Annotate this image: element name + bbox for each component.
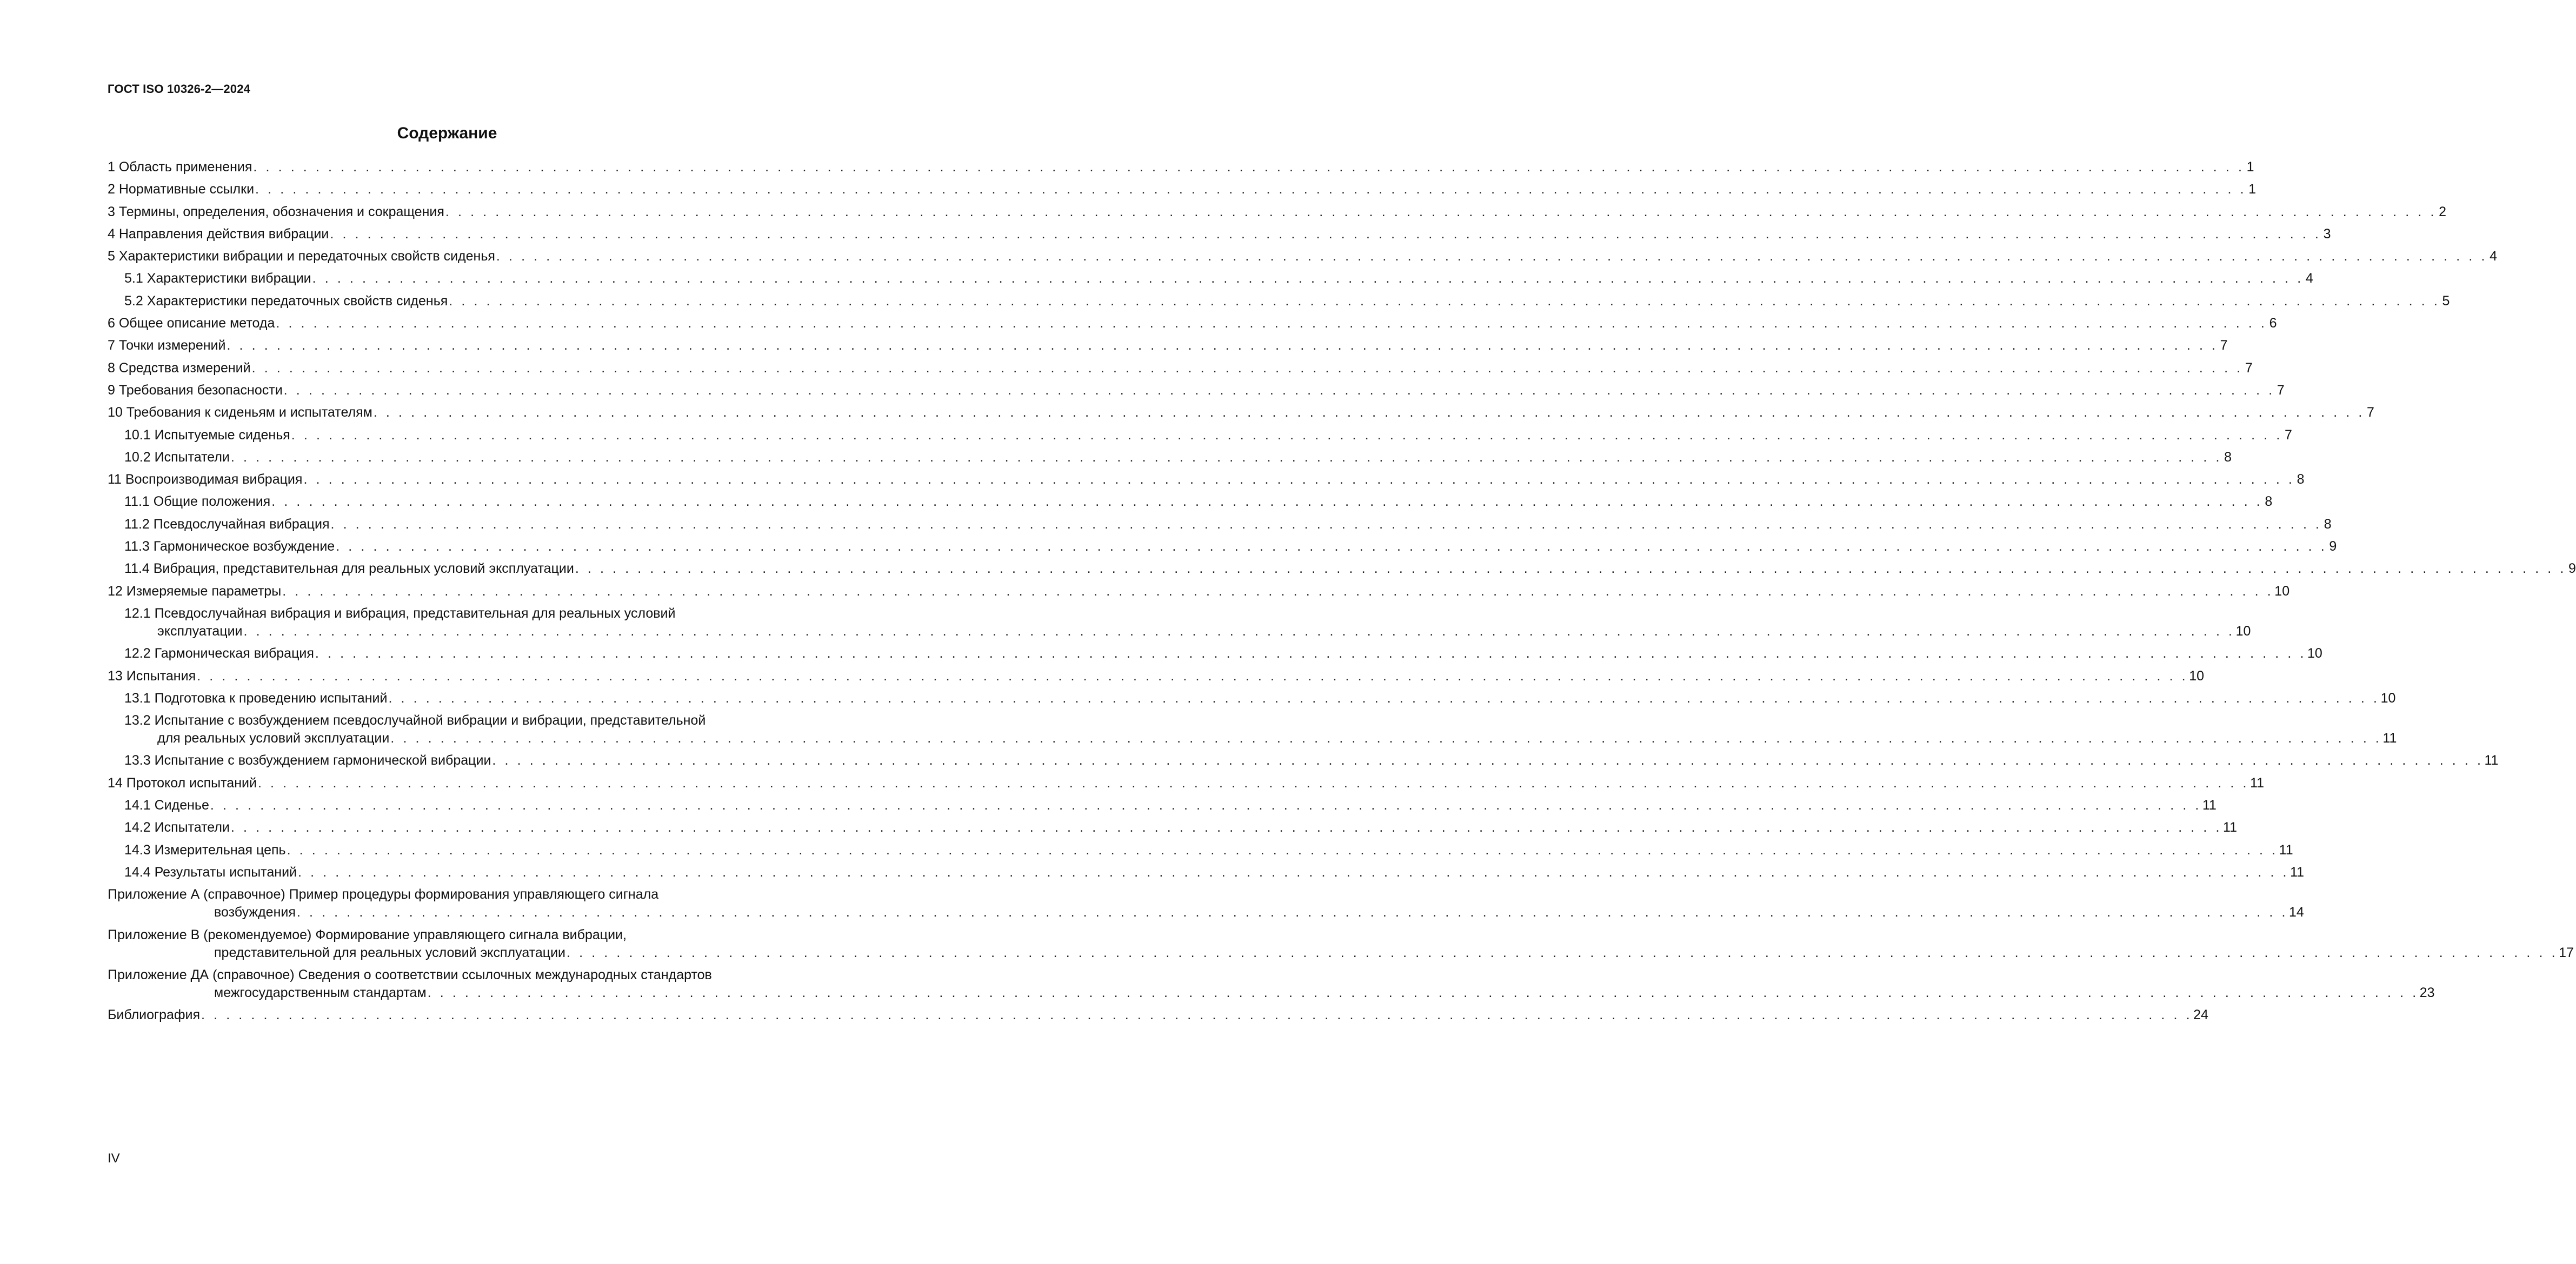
toc-entry-label: 14.2 Испытатели: [124, 820, 230, 835]
toc-entry-label: 10.1 Испытуемые сиденья: [124, 427, 290, 443]
toc-entry-label: 5 Характеристики вибрации и передаточных свойств сиденья: [108, 249, 495, 264]
toc-entry-label: 8 Средства измерений: [108, 360, 251, 376]
toc-entry-label: 11 Воспроизводимая вибрация: [108, 472, 303, 487]
dot-leader: . . . . . . . . . . . . . . . . . . . . . . . . . . . . . . . . . . . . . . . . . . . . . . . . . . . . . . . . . . . . . . . . . . . . . . . . . . . . . . . . . . . . . . . . . . . . . . . . . . . . . . . . . . . . . . . . . . . . . . . . . . . . . . . . . . . . . . . . . . . . . . . . . . . . . . . . . . . . . . . .: [210, 798, 2201, 813]
toc-entry-page-number: 9: [2568, 561, 2576, 577]
toc-entry-page-number: 8: [2324, 516, 2332, 532]
toc-entry-page-number: 7: [2220, 338, 2228, 353]
toc-entry-page-number: 3: [2323, 226, 2331, 242]
dot-leader: . . . . . . . . . . . . . . . . . . . . . . . . . . . . . . . . . . . . . . . . . . . . . . . . . . . . . . . . . . . . . . . . . . . . . . . . . . . . . . . . . . . . . . . . . . . . . . . . . . . . . . . . . . . . . . . . . . . . . . . . . . . . . . . . . . . . . . . . . . . . . . . . . . . . . . . . . . . . . . . .: [230, 449, 2222, 465]
dot-leader: . . . . . . . . . . . . . . . . . . . . . . . . . . . . . . . . . . . . . . . . . . . . . . . . . . . . . . . . . . . . . . . . . . . . . . . . . . . . . . . . . . . . . . . . . . . . . . . . . . . . . . . . . . . . . . . . . . . . . . . . . . . . . . . . . . . . . . . . . . . . . . . . . . . . . . . . . . . . . . . .: [575, 561, 2566, 577]
toc-entry-page-number: 23: [2419, 985, 2435, 1000]
toc-entry-page-number: 11: [2279, 842, 2293, 858]
toc-entry[interactable]: [108, 292, 2450, 310]
toc-entry-label: 2 Нормативные ссылки: [108, 182, 255, 197]
toc-entry-page-number: 7: [2245, 360, 2253, 376]
toc-title: Содержание: [397, 124, 497, 142]
toc-entry-label: 11.2 Псевдослучайная вибрация: [124, 516, 330, 532]
toc-entry-page-number: 9: [2329, 539, 2337, 554]
toc-entry-label: 6 Общее описание метода: [108, 316, 275, 331]
toc-entry-label: 13.1 Подготовка к проведению испытаний: [124, 690, 388, 706]
toc-entry-page-number: 7: [2367, 405, 2374, 420]
toc-entry[interactable]: [108, 538, 2337, 556]
toc-entry[interactable]: [108, 315, 2277, 332]
toc-entry-label: 12 Измеряемые параметры: [108, 583, 282, 599]
toc-entry-label: 5.1 Характеристики вибрации: [124, 271, 311, 286]
toc-entry-page-number: 8: [2265, 494, 2273, 510]
toc-entry[interactable]: [108, 359, 2253, 377]
toc-entry-page-number: 1: [2248, 182, 2257, 197]
toc-entry-label-first-line: 12.1 Псевдослучайная вибрация и вибрация, представительная для реальных условий: [124, 605, 676, 621]
toc-entry[interactable]: [108, 426, 2292, 444]
toc-entry-page-number: 4: [2490, 249, 2498, 264]
toc-entry[interactable]: [108, 886, 2304, 921]
toc-entry-label: межгосударственным стандартам: [214, 985, 427, 1000]
toc-entry[interactable]: [108, 337, 2228, 355]
dot-leader: . . . . . . . . . . . . . . . . . . . . . . . . . . . . . . . . . . . . . . . . . . . . . . . . . . . . . . . . . . . . . . . . . . . . . . . . . . . . . . . . . . . . . . . . . . . . . . . . . . . . . . . . . . . . . . . . . . . . . . . . . . . . . . . . . . . . . . . . . . . . . . . . . . . . . . . . . . . . . . . .: [336, 539, 2327, 554]
toc-entry-page-number: 2: [2439, 204, 2446, 219]
dot-leader: . . . . . . . . . . . . . . . . . . . . . . . . . . . . . . . . . . . . . . . . . . . . . . . . . . . . . . . . . . . . . . . . . . . . . . . . . . . . . . . . . . . . . . . . . . . . . . . . . . . . . . . . . . . . . . . . . . . . . . . . . . . . . . . . . . . . . . . . . . . . . . . . . . . . . . . . . . . . . . . .: [201, 1007, 2193, 1023]
toc-entry-page-number: 10: [2274, 583, 2290, 599]
toc-entry-label: Библиография: [108, 1007, 201, 1023]
dot-leader: . . . . . . . . . . . . . . . . . . . . . . . . . . . . . . . . . . . . . . . . . . . . . . . . . . . . . . . . . . . . . . . . . . . . . . . . . . . . . . . . . . . . . . . . . . . . . . . . . . . . . . . . . . . . . . . . . . . . . . . . . . . . . . . . . . . . . . . . . . . . . . . . . . . . . . . . . . . . . . . .: [197, 668, 2188, 684]
dot-leader: . . . . . . . . . . . . . . . . . . . . . . . . . . . . . . . . . . . . . . . . . . . . . . . . . . . . . . . . . . . . . . . . . . . . . . . . . . . . . . . . . . . . . . . . . . . . . . . . . . . . . . . . . . . . . . . . . . . . . . . . . . . . . . . . . . . . . . . . . . . . . . . . . . . . . . . . . . . . . . . .: [298, 864, 2289, 880]
toc-entry[interactable]: [108, 180, 2257, 198]
toc-entry-page-number: 4: [2305, 271, 2313, 286]
toc-entry-label: 14 Протокол испытаний: [108, 775, 257, 791]
toc-entry[interactable]: [108, 752, 2499, 770]
toc-entry[interactable]: [108, 248, 2498, 265]
toc-entry-page-number: 10: [2380, 690, 2396, 706]
toc-entry-page-number: 24: [2193, 1007, 2208, 1023]
toc-entry-page-number: 7: [2277, 382, 2285, 398]
toc-entry[interactable]: [108, 225, 2331, 243]
toc-entry[interactable]: [108, 404, 2374, 422]
toc-entry-page-number: 14: [2289, 905, 2304, 920]
toc-entry-label: 12.2 Гармоническая вибрация: [124, 646, 314, 661]
toc-entry-label: 10.2 Испытатели: [124, 449, 230, 465]
toc-entry-label-first-line: Приложение В (рекомендуемое) Формирование управляющего сигнала вибрации,: [108, 927, 627, 942]
toc-entry-label: 10 Требования к сиденьям и испытателям: [108, 405, 372, 420]
toc-entry[interactable]: [108, 926, 2574, 962]
dot-leader: . . . . . . . . . . . . . . . . . . . . . . . . . . . . . . . . . . . . . . . . . . . . . . . . . . . . . . . . . . . . . . . . . . . . . . . . . . . . . . . . . . . . . . . . . . . . . . . . . . . . . . . . . . . . . . . . . . . . . . . . . . . . . . . . . . . . . . . . . . . . . . . . . . . . . . . . . . . . . . . .: [373, 405, 2365, 420]
dot-leader: . . . . . . . . . . . . . . . . . . . . . . . . . . . . . . . . . . . . . . . . . . . . . . . . . . . . . . . . . . . . . . . . . . . . . . . . . . . . . . . . . . . . . . . . . . . . . . . . . . . . . . . . . . . . . . . . . . . . . . . . . . . . . . . . . . . . . . . . . . . . . . . . . . . . . . . . . . . . . . . .: [427, 985, 2419, 1000]
toc-entry-label: 11.4 Вибрация, представительная для реальных условий эксплуатации: [124, 561, 574, 577]
toc-entry[interactable]: [108, 270, 2313, 287]
dot-leader: . . . . . . . . . . . . . . . . . . . . . . . . . . . . . . . . . . . . . . . . . . . . . . . . . . . . . . . . . . . . . . . . . . . . . . . . . . . . . . . . . . . . . . . . . . . . . . . . . . . . . . . . . . . . . . . . . . . . . . . . . . . . . . . . . . . . . . . . . . . . . . . . . . . . . . . . . . . . . . . .: [291, 427, 2282, 443]
dot-leader: . . . . . . . . . . . . . . . . . . . . . . . . . . . . . . . . . . . . . . . . . . . . . . . . . . . . . . . . . . . . . . . . . . . . . . . . . . . . . . . . . . . . . . . . . . . . . . . . . . . . . . . . . . . . . . . . . . . . . . . . . . . . . . . . . . . . . . . . . . . . . . . . . . . . . . . . . . . . . . . .: [296, 905, 2288, 920]
dot-leader: . . . . . . . . . . . . . . . . . . . . . . . . . . . . . . . . . . . . . . . . . . . . . . . . . . . . . . . . . . . . . . . . . . . . . . . . . . . . . . . . . . . . . . . . . . . . . . . . . . . . . . . . . . . . . . . . . . . . . . . . . . . . . . . . . . . . . . . . . . . . . . . . . . . . . . . . . . . . . . . .: [492, 753, 2484, 768]
toc-entry[interactable]: [108, 712, 2397, 747]
toc-entry[interactable]: [108, 203, 2446, 221]
toc-entry[interactable]: [108, 667, 2205, 685]
toc-entry-label: 4 Направления действия вибрации: [108, 226, 329, 242]
toc-entry-label: 14.3 Измерительная цепь: [124, 842, 286, 858]
toc-entry[interactable]: [108, 583, 2290, 600]
toc-entry-label-first-line: Приложение А (справочное) Пример процедуры формирования управляющего сигнала: [108, 887, 659, 902]
toc-entry[interactable]: [108, 471, 2305, 489]
toc-entry[interactable]: [108, 382, 2285, 399]
toc-entry-page-number: 11: [2202, 798, 2216, 813]
dot-leader: . . . . . . . . . . . . . . . . . . . . . . . . . . . . . . . . . . . . . . . . . . . . . . . . . . . . . . . . . . . . . . . . . . . . . . . . . . . . . . . . . . . . . . . . . . . . . . . . . . . . . . . . . . . . . . . . . . . . . . . . . . . . . . . . . . . . . . . . . . . . . . . . . . . . . . . . . . . . . . . .: [388, 690, 2380, 706]
dot-leader: . . . . . . . . . . . . . . . . . . . . . . . . . . . . . . . . . . . . . . . . . . . . . . . . . . . . . . . . . . . . . . . . . . . . . . . . . . . . . . . . . . . . . . . . . . . . . . . . . . . . . . . . . . . . . . . . . . . . . . . . . . . . . . . . . . . . . . . . . . . . . . . . . . . . . . . . . . . . . . . .: [330, 226, 2321, 242]
dot-leader: . . . . . . . . . . . . . . . . . . . . . . . . . . . . . . . . . . . . . . . . . . . . . . . . . . . . . . . . . . . . . . . . . . . . . . . . . . . . . . . . . . . . . . . . . . . . . . . . . . . . . . . . . . . . . . . . . . . . . . . . . . . . . . . . . . . . . . . . . . . . . . . . . . . . . . . . . . . . . . . .: [390, 731, 2382, 746]
toc-entry[interactable]: [108, 493, 2273, 511]
toc-entry-label: 14.1 Сиденье: [124, 798, 209, 813]
table-of-contents: [108, 158, 2576, 1028]
toc-entry-page-number: 10: [2235, 623, 2251, 639]
toc-entry[interactable]: [108, 864, 2305, 881]
toc-entry-page-number: 11: [2290, 864, 2305, 880]
dot-leader: . . . . . . . . . . . . . . . . . . . . . . . . . . . . . . . . . . . . . . . . . . . . . . . . . . . . . . . . . . . . . . . . . . . . . . . . . . . . . . . . . . . . . . . . . . . . . . . . . . . . . . . . . . . . . . . . . . . . . . . . . . . . . . . . . . . . . . . . . . . . . . . . . . . . . . . . . . . . . . . .: [449, 293, 2440, 309]
toc-entry[interactable]: [108, 516, 2332, 533]
toc-entry-label: 14.4 Результаты испытаний: [124, 864, 297, 880]
toc-entry-label-first-line: 13.2 Испытание с возбуждением псевдослучайной вибрации и вибрации, представительной: [124, 713, 706, 728]
toc-entry[interactable]: [108, 560, 2576, 578]
toc-entry[interactable]: [108, 645, 2322, 663]
toc-entry-page-number: 6: [2269, 316, 2277, 331]
toc-entry[interactable]: [108, 158, 2254, 176]
dot-leader: . . . . . . . . . . . . . . . . . . . . . . . . . . . . . . . . . . . . . . . . . . . . . . . . . . . . . . . . . . . . . . . . . . . . . . . . . . . . . . . . . . . . . . . . . . . . . . . . . . . . . . . . . . . . . . . . . . . . . . . . . . . . . . . . . . . . . . . . . . . . . . . . . . . . . . . . . . . . . . . .: [312, 271, 2304, 286]
toc-entry-page-number: 7: [2284, 427, 2292, 443]
toc-entry-label: возбуждения: [214, 905, 296, 920]
toc-entry[interactable]: [108, 819, 2237, 837]
dot-leader: . . . . . . . . . . . . . . . . . . . . . . . . . . . . . . . . . . . . . . . . . . . . . . . . . . . . . . . . . . . . . . . . . . . . . . . . . . . . . . . . . . . . . . . . . . . . . . . . . . . . . . . . . . . . . . . . . . . . . . . . . . . . . . . . . . . . . . . . . . . . . . . . . . . . . . . . . . . . . . . .: [243, 623, 2235, 639]
dot-leader: . . . . . . . . . . . . . . . . . . . . . . . . . . . . . . . . . . . . . . . . . . . . . . . . . . . . . . . . . . . . . . . . . . . . . . . . . . . . . . . . . . . . . . . . . . . . . . . . . . . . . . . . . . . . . . . . . . . . . . . . . . . . . . . . . . . . . . . . . . . . . . . . . . . . . . . . . . . . . . . .: [230, 820, 2222, 835]
dot-leader: . . . . . . . . . . . . . . . . . . . . . . . . . . . . . . . . . . . . . . . . . . . . . . . . . . . . . . . . . . . . . . . . . . . . . . . . . . . . . . . . . . . . . . . . . . . . . . . . . . . . . . . . . . . . . . . . . . . . . . . . . . . . . . . . . . . . . . . . . . . . . . . . . . . . . . . . . . . . . . . .: [257, 775, 2249, 791]
toc-entry-label: 1 Область применения: [108, 159, 252, 175]
toc-entry-label: для реальных условий эксплуатации: [157, 731, 390, 746]
toc-entry-page-number: 5: [2442, 293, 2450, 309]
toc-entry-label: 11.3 Гармоническое возбуждение: [124, 539, 335, 554]
toc-entry-label: 7 Точки измерений: [108, 338, 226, 353]
dot-leader: . . . . . . . . . . . . . . . . . . . . . . . . . . . . . . . . . . . . . . . . . . . . . . . . . . . . . . . . . . . . . . . . . . . . . . . . . . . . . . . . . . . . . . . . . . . . . . . . . . . . . . . . . . . . . . . . . . . . . . . . . . . . . . . . . . . . . . . . . . . . . . . . . . . . . . . . . . . . . . . .: [496, 249, 2488, 264]
toc-entry-label: 11.1 Общие положения: [124, 494, 271, 510]
dot-leader: . . . . . . . . . . . . . . . . . . . . . . . . . . . . . . . . . . . . . . . . . . . . . . . . . . . . . . . . . . . . . . . . . . . . . . . . . . . . . . . . . . . . . . . . . . . . . . . . . . . . . . . . . . . . . . . . . . . . . . . . . . . . . . . . . . . . . . . . . . . . . . . . . . . . . . . . . . . . . . . .: [303, 472, 2295, 487]
dot-leader: . . . . . . . . . . . . . . . . . . . . . . . . . . . . . . . . . . . . . . . . . . . . . . . . . . . . . . . . . . . . . . . . . . . . . . . . . . . . . . . . . . . . . . . . . . . . . . . . . . . . . . . . . . . . . . . . . . . . . . . . . . . . . . . . . . . . . . . . . . . . . . . . . . . . . . . . . . . . . . . .: [283, 382, 2275, 398]
toc-entry[interactable]: [108, 605, 2251, 640]
dot-leader: . . . . . . . . . . . . . . . . . . . . . . . . . . . . . . . . . . . . . . . . . . . . . . . . . . . . . . . . . . . . . . . . . . . . . . . . . . . . . . . . . . . . . . . . . . . . . . . . . . . . . . . . . . . . . . . . . . . . . . . . . . . . . . . . . . . . . . . . . . . . . . . . . . . . . . . . . . . . . . . .: [227, 338, 2218, 353]
toc-entry[interactable]: [108, 774, 2265, 792]
toc-entry-page-number: 8: [2297, 472, 2305, 487]
toc-entry-label-first-line: Приложение ДА (справочное) Сведения о соответствии ссылочных международных стандартов: [108, 967, 712, 982]
dot-leader: . . . . . . . . . . . . . . . . . . . . . . . . . . . . . . . . . . . . . . . . . . . . . . . . . . . . . . . . . . . . . . . . . . . . . . . . . . . . . . . . . . . . . . . . . . . . . . . . . . . . . . . . . . . . . . . . . . . . . . . . . . . . . . . . . . . . . . . . . . . . . . . . . . . . . . . . . . . . . . . .: [282, 583, 2274, 599]
toc-entry-page-number: 10: [2307, 646, 2322, 661]
toc-entry-page-number: 8: [2224, 449, 2232, 465]
dot-leader: . . . . . . . . . . . . . . . . . . . . . . . . . . . . . . . . . . . . . . . . . . . . . . . . . . . . . . . . . . . . . . . . . . . . . . . . . . . . . . . . . . . . . . . . . . . . . . . . . . . . . . . . . . . . . . . . . . . . . . . . . . . . . . . . . . . . . . . . . . . . . . . . . . . . . . . . . . . . . . . .: [276, 316, 2267, 331]
toc-entry[interactable]: [108, 1006, 2208, 1024]
dot-leader: . . . . . . . . . . . . . . . . . . . . . . . . . . . . . . . . . . . . . . . . . . . . . . . . . . . . . . . . . . . . . . . . . . . . . . . . . . . . . . . . . . . . . . . . . . . . . . . . . . . . . . . . . . . . . . . . . . . . . . . . . . . . . . . . . . . . . . . . . . . . . . . . . . . . . . . . . . . . . . . .: [330, 516, 2322, 532]
toc-entry[interactable]: [108, 449, 2232, 466]
toc-entry-label: 3 Термины, определения, обозначения и сокращения: [108, 204, 444, 219]
toc-entry-page-number: 10: [2189, 668, 2205, 684]
toc-entry-label: 5.2 Характеристики передаточных свойств сиденья: [124, 293, 448, 309]
toc-entry[interactable]: [108, 797, 2216, 814]
dot-leader: . . . . . . . . . . . . . . . . . . . . . . . . . . . . . . . . . . . . . . . . . . . . . . . . . . . . . . . . . . . . . . . . . . . . . . . . . . . . . . . . . . . . . . . . . . . . . . . . . . . . . . . . . . . . . . . . . . . . . . . . . . . . . . . . . . . . . . . . . . . . . . . . . . . . . . . . . . . . . . . .: [287, 842, 2278, 858]
toc-entry[interactable]: [108, 841, 2293, 859]
dot-leader: . . . . . . . . . . . . . . . . . . . . . . . . . . . . . . . . . . . . . . . . . . . . . . . . . . . . . . . . . . . . . . . . . . . . . . . . . . . . . . . . . . . . . . . . . . . . . . . . . . . . . . . . . . . . . . . . . . . . . . . . . . . . . . . . . . . . . . . . . . . . . . . . . . . . . . . . . . . . . . . .: [445, 204, 2437, 219]
dot-leader: . . . . . . . . . . . . . . . . . . . . . . . . . . . . . . . . . . . . . . . . . . . . . . . . . . . . . . . . . . . . . . . . . . . . . . . . . . . . . . . . . . . . . . . . . . . . . . . . . . . . . . . . . . . . . . . . . . . . . . . . . . . . . . . . . . . . . . . . . . . . . . . . . . . . . . . . . . . . . . . .: [271, 494, 2263, 510]
toc-entry-page-number: 17: [2559, 945, 2574, 960]
toc-entry-label: эксплуатации: [157, 623, 243, 639]
toc-entry-label: 9 Требования безопасности: [108, 382, 283, 398]
toc-entry-label: 13 Испытания: [108, 668, 196, 684]
toc-entry-page-number: 11: [2382, 731, 2397, 746]
toc-entry[interactable]: [108, 966, 2435, 1002]
toc-entry-label: представительной для реальных условий эксплуатации: [214, 945, 566, 960]
toc-entry-page-number: 11: [2250, 775, 2265, 791]
toc-entry-label: 13.3 Испытание с возбуждением гармонической вибрации: [124, 753, 491, 768]
toc-entry-page-number: 11: [2484, 753, 2499, 768]
dot-leader: . . . . . . . . . . . . . . . . . . . . . . . . . . . . . . . . . . . . . . . . . . . . . . . . . . . . . . . . . . . . . . . . . . . . . . . . . . . . . . . . . . . . . . . . . . . . . . . . . . . . . . . . . . . . . . . . . . . . . . . . . . . . . . . . . . . . . . . . . . . . . . . . . . . . . . . . . . . . . . . .: [315, 646, 2307, 661]
dot-leader: . . . . . . . . . . . . . . . . . . . . . . . . . . . . . . . . . . . . . . . . . . . . . . . . . . . . . . . . . . . . . . . . . . . . . . . . . . . . . . . . . . . . . . . . . . . . . . . . . . . . . . . . . . . . . . . . . . . . . . . . . . . . . . . . . . . . . . . . . . . . . . . . . . . . . . . . . . . . . . . .: [253, 159, 2245, 175]
footer-page-number: IV: [108, 1151, 120, 1166]
dot-leader: . . . . . . . . . . . . . . . . . . . . . . . . . . . . . . . . . . . . . . . . . . . . . . . . . . . . . . . . . . . . . . . . . . . . . . . . . . . . . . . . . . . . . . . . . . . . . . . . . . . . . . . . . . . . . . . . . . . . . . . . . . . . . . . . . . . . . . . . . . . . . . . . . . . . . . . . . . . . . . . .: [251, 360, 2243, 376]
toc-entry-page-number: 1: [2246, 159, 2254, 175]
document-code: ГОСТ ISO 10326-2—2024: [108, 82, 251, 96]
dot-leader: . . . . . . . . . . . . . . . . . . . . . . . . . . . . . . . . . . . . . . . . . . . . . . . . . . . . . . . . . . . . . . . . . . . . . . . . . . . . . . . . . . . . . . . . . . . . . . . . . . . . . . . . . . . . . . . . . . . . . . . . . . . . . . . . . . . . . . . . . . . . . . . . . . . . . . . . . . . . . . . .: [567, 945, 2558, 960]
toc-entry-page-number: 11: [2223, 820, 2237, 835]
toc-entry[interactable]: [108, 690, 2396, 707]
dot-leader: . . . . . . . . . . . . . . . . . . . . . . . . . . . . . . . . . . . . . . . . . . . . . . . . . . . . . . . . . . . . . . . . . . . . . . . . . . . . . . . . . . . . . . . . . . . . . . . . . . . . . . . . . . . . . . . . . . . . . . . . . . . . . . . . . . . . . . . . . . . . . . . . . . . . . . . . . . . . . . . .: [255, 182, 2247, 197]
